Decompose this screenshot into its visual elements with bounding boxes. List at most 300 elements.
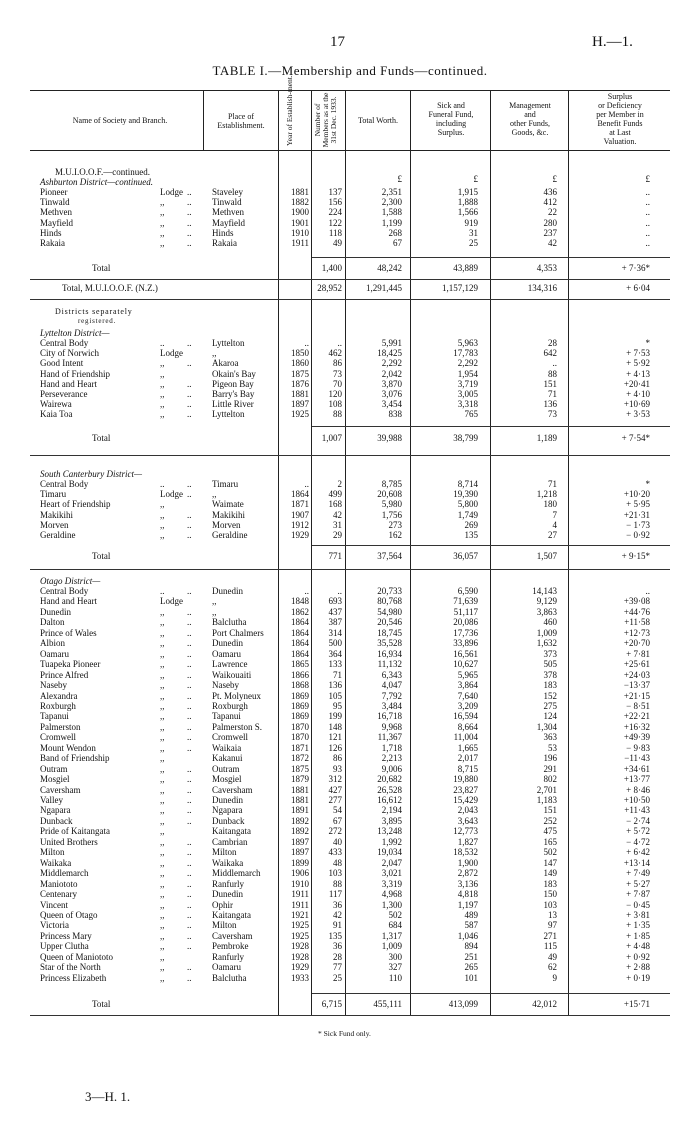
sick-fund-cell: 413,099 <box>448 999 478 1009</box>
col-divider <box>490 90 491 150</box>
surplus-cell: +44·76 <box>623 606 650 617</box>
total-label: Total <box>92 551 111 561</box>
surplus-cell: +20·41 <box>623 378 650 389</box>
surplus-cell: * <box>645 338 650 348</box>
lodge-marker: ,, <box>160 857 165 868</box>
year-cell: 1875 <box>291 368 309 379</box>
branch-name: Centenary <box>40 889 77 900</box>
branch-name: Hand and Heart <box>40 596 97 607</box>
table-row <box>0 338 700 348</box>
col-header-place: Place of Establishment. <box>217 112 265 130</box>
leader-dots: .. <box>187 519 192 530</box>
table-row <box>0 753 700 763</box>
lodge-marker: ,, <box>160 941 165 952</box>
leader-dots: .. <box>187 962 192 973</box>
place-cell: Ngapara <box>212 805 243 816</box>
sick-fund-cell: 1,046 <box>457 930 478 941</box>
management-cell: 291 <box>543 763 557 774</box>
leader-dots: .. <box>187 742 192 753</box>
year-cell: 1871 <box>291 742 309 753</box>
place-cell: Kaitangata <box>212 909 251 920</box>
sick-fund-cell: 71,639 <box>453 596 478 607</box>
currency-symbol: £ <box>397 174 402 184</box>
table-row <box>0 847 700 857</box>
lodge-marker: ,, <box>160 805 165 816</box>
place-cell: Staveley <box>212 187 243 197</box>
table-row <box>0 868 700 878</box>
members-cell: 70 <box>333 378 342 389</box>
year-cell: .. <box>304 479 309 489</box>
management-cell: 42,012 <box>532 999 557 1009</box>
lodge-marker: .. <box>160 586 165 596</box>
lodge-marker: ,, <box>160 962 165 973</box>
surplus-cell: + 2·88 <box>626 962 650 973</box>
year-cell: 1875 <box>291 763 309 774</box>
sick-fund-cell: 5,965 <box>457 669 478 680</box>
section-rule <box>30 455 670 456</box>
surplus-cell: +20·70 <box>623 638 650 649</box>
year-cell: 1899 <box>291 857 309 868</box>
branch-name: Alexandra <box>40 690 78 701</box>
lodge-marker: .. <box>160 338 165 348</box>
year-cell: 1901 <box>291 217 309 228</box>
year-cell: 1848 <box>291 596 309 607</box>
management-cell: 1,507 <box>536 551 557 561</box>
place-cell: Tinwald <box>212 197 242 208</box>
surplus-cell: − 1·73 <box>626 519 650 530</box>
management-cell: 9,129 <box>536 596 557 607</box>
members-cell: 272 <box>328 826 342 837</box>
members-cell: 42 <box>333 509 342 520</box>
surplus-cell: +22·21 <box>623 711 650 722</box>
total-rule <box>312 545 670 546</box>
lodge-marker: ,, <box>160 690 165 701</box>
surplus-cell: + 0·19 <box>626 972 650 983</box>
col-divider <box>278 90 279 150</box>
worth-cell: 3,484 <box>381 700 402 711</box>
currency-symbol: £ <box>552 174 557 184</box>
year-cell: 1892 <box>291 826 309 837</box>
branch-name: Hand and Heart <box>40 378 97 389</box>
lodge-marker: ,, <box>160 836 165 847</box>
worth-cell: 2,300 <box>381 197 402 208</box>
branch-name: Tuapeka Pioneer <box>40 659 101 670</box>
worth-cell: 3,895 <box>381 815 402 826</box>
col-header-name: Name of Society and Branch. <box>72 116 168 125</box>
surplus-cell: + 7·49 <box>626 868 650 879</box>
sick-fund-cell: 17,783 <box>453 348 478 359</box>
surplus-cell: +10·20 <box>623 489 650 500</box>
management-cell: 71 <box>548 389 557 399</box>
sick-fund-cell: 101 <box>464 972 478 983</box>
place-cell: Mayfield <box>212 217 245 228</box>
surplus-cell: +13·14 <box>623 857 650 868</box>
lodge-marker: ,, <box>160 795 165 805</box>
table-row <box>0 520 700 530</box>
surplus-cell: + 4·13 <box>626 368 650 379</box>
worth-cell: 3,021 <box>381 868 402 879</box>
leader-dots: .. <box>187 815 192 826</box>
surplus-cell: + 7·54* <box>621 433 650 443</box>
lodge-marker: .. <box>160 479 165 489</box>
sick-fund-cell: 31 <box>469 227 478 238</box>
table-row <box>0 348 700 358</box>
lodge-marker: ,, <box>160 972 165 983</box>
members-cell: 6,715 <box>321 999 342 1009</box>
surplus-cell: − 8·51 <box>626 700 650 711</box>
worth-cell: 1,199 <box>381 217 402 228</box>
branch-name: Kaia Toa <box>40 409 73 420</box>
col-header-members: Number of Members as at the 31st Dec. 1933. <box>313 92 338 148</box>
management-cell: 124 <box>543 711 557 722</box>
worth-cell: 3,870 <box>381 378 402 389</box>
lodge-marker: ,, <box>160 238 165 248</box>
page-number: 17 <box>330 34 345 50</box>
members-cell: 499 <box>328 489 342 500</box>
col-divider <box>203 90 204 150</box>
place-cell: Akaroa <box>212 358 239 369</box>
place-cell: Kakanui <box>212 753 243 764</box>
surplus-cell: −11·43 <box>624 753 650 764</box>
col-header-sick: Sick and Funeral Fund, including Surplus. <box>428 101 474 137</box>
place-cell: Oamaru <box>212 648 241 659</box>
branch-name: Naseby <box>40 680 67 691</box>
worth-cell: 7,792 <box>381 690 402 701</box>
members-cell: 36 <box>333 899 342 910</box>
surplus-cell: .. <box>645 187 650 197</box>
table-row <box>0 826 700 836</box>
year-cell: 1881 <box>291 389 309 399</box>
year-cell: 1862 <box>291 606 309 617</box>
year-cell: 1911 <box>291 238 309 248</box>
col-divider <box>410 90 411 150</box>
place-cell: Okain's Bay <box>212 368 256 379</box>
leader-dots: .. <box>187 227 192 238</box>
lodge-marker: ,, <box>160 389 165 399</box>
year-cell: 1870 <box>291 721 309 732</box>
sick-fund-cell: 11,004 <box>453 732 478 743</box>
worth-cell: 162 <box>388 530 402 540</box>
branch-name: Oamaru <box>40 648 69 659</box>
sick-fund-cell: 269 <box>464 519 478 530</box>
management-cell: 412 <box>543 197 557 208</box>
sick-fund-cell: 1,749 <box>457 509 478 520</box>
worth-cell: 1,718 <box>381 742 402 753</box>
table-row <box>0 732 700 742</box>
lodge-marker: ,, <box>160 774 165 785</box>
worth-cell: 4,047 <box>381 680 402 691</box>
members-cell: 88 <box>333 409 342 420</box>
sick-fund-cell: 5,963 <box>457 338 478 348</box>
year-cell: 1900 <box>291 207 309 218</box>
worth-cell: 1,756 <box>381 509 402 520</box>
table-title: TABLE I.—Membership and Funds—continued. <box>212 63 488 78</box>
total-label: Total <box>92 433 111 443</box>
year-cell: 1929 <box>291 962 309 973</box>
surplus-cell: − 4·72 <box>626 836 650 847</box>
worth-cell: 684 <box>388 920 402 931</box>
surplus-cell: + 5·27 <box>626 878 650 889</box>
leader-dots: .. <box>187 690 192 701</box>
branch-name: Heart of Friendship <box>40 499 111 510</box>
leader-dots: .. <box>187 680 192 691</box>
surplus-cell: .. <box>645 227 650 238</box>
sick-fund-cell: 3,864 <box>457 680 478 691</box>
table-row <box>0 530 700 540</box>
table-row <box>0 389 700 399</box>
management-cell: 378 <box>543 669 557 680</box>
worth-cell: 268 <box>388 227 402 238</box>
surplus-cell: +39·08 <box>623 596 650 607</box>
management-cell: 436 <box>543 187 557 197</box>
lodge-marker: ,, <box>160 378 165 389</box>
members-cell: 67 <box>333 815 342 826</box>
leader-dots: .. <box>187 409 192 420</box>
leader-dots: .. <box>187 920 192 931</box>
members-cell: 693 <box>328 596 342 607</box>
year-cell: .. <box>304 586 309 596</box>
table-row <box>0 952 700 962</box>
members-cell: 86 <box>333 753 342 764</box>
branch-name: Wairewa <box>40 399 72 410</box>
branch-name: United Brothers <box>40 836 98 847</box>
management-cell: 1,189 <box>536 433 557 443</box>
lodge-marker: ,, <box>160 530 165 540</box>
lodge-marker: ,, <box>160 409 165 420</box>
worth-cell: 327 <box>388 962 402 973</box>
table-header-rule <box>30 150 670 151</box>
currency-symbol: £ <box>645 174 650 184</box>
members-cell: 117 <box>328 889 342 900</box>
table-row <box>0 910 700 920</box>
leader-dots: .. <box>187 711 192 722</box>
leader-dots: .. <box>187 868 192 879</box>
sick-fund-cell: 1,900 <box>457 857 478 868</box>
surplus-cell: +16·32 <box>623 721 650 732</box>
surplus-cell: −13·37 <box>623 680 650 691</box>
leader-dots: .. <box>187 909 192 920</box>
sick-fund-cell: 3,719 <box>457 378 478 389</box>
surplus-cell: + 3·81 <box>626 909 650 920</box>
worth-cell: 455,111 <box>373 999 402 1009</box>
worth-cell: 5,980 <box>381 499 402 510</box>
management-cell: 4 <box>552 519 557 530</box>
place-cell: Methven <box>212 207 244 218</box>
management-cell: .. <box>552 358 557 369</box>
sick-fund-cell: 3,209 <box>457 700 478 711</box>
worth-cell: 11,132 <box>377 659 402 670</box>
branch-name: Tapanui <box>40 711 69 722</box>
branch-name: Roxburgh <box>40 700 76 711</box>
table-row <box>0 499 700 509</box>
table-row <box>0 670 700 680</box>
branch-name: Star of the North <box>40 962 101 973</box>
place-cell: ,, <box>212 596 217 607</box>
place-cell: Little River <box>212 399 254 410</box>
branch-name: Valley <box>40 795 63 805</box>
surplus-cell: .. <box>645 238 650 248</box>
sick-fund-cell: 1,954 <box>457 368 478 379</box>
surplus-cell: +11·43 <box>624 805 650 816</box>
footnote: * Sick Fund only. <box>318 1029 371 1038</box>
branch-name: Dalton <box>40 617 65 628</box>
leader-dots: .. <box>187 941 192 952</box>
table-row <box>0 816 700 826</box>
worth-cell: 2,213 <box>381 753 402 764</box>
leader-dots: .. <box>187 479 192 489</box>
lodge-marker: ,, <box>160 899 165 910</box>
management-cell: 502 <box>543 847 557 858</box>
surplus-cell: .. <box>645 217 650 228</box>
leader-dots: .. <box>187 732 192 743</box>
table-top-rule <box>30 90 670 91</box>
place-cell: Pt. Molyneux <box>212 690 262 701</box>
management-cell: 642 <box>543 348 557 359</box>
worth-cell: 2,042 <box>381 368 402 379</box>
sick-fund-cell: 8,714 <box>457 479 478 489</box>
place-cell: Waikaka <box>212 857 244 868</box>
place-cell: Waimate <box>212 499 244 510</box>
members-cell: 224 <box>328 207 342 218</box>
place-cell: Balclutha <box>212 972 247 983</box>
place-cell: Dunedin <box>212 638 243 649</box>
worth-cell: 20,682 <box>377 774 402 785</box>
year-cell: 1869 <box>291 690 309 701</box>
management-cell: 88 <box>548 368 557 379</box>
year-cell: 1897 <box>291 836 309 847</box>
members-cell: 135 <box>328 930 342 941</box>
sick-fund-cell: 5,800 <box>457 499 478 510</box>
members-cell: 500 <box>328 638 342 649</box>
table-row <box>0 795 700 805</box>
table-row <box>0 837 700 847</box>
worth-cell: 3,454 <box>381 399 402 410</box>
table-row <box>0 399 700 409</box>
section-rule <box>30 299 670 300</box>
district-heading: Ashburton District—continued. <box>40 177 153 187</box>
place-cell: Caversham <box>212 930 253 941</box>
place-cell: Balclutha <box>212 617 247 628</box>
branch-name: Upper Clutha <box>40 941 89 952</box>
worth-cell: 2,194 <box>381 805 402 816</box>
place-cell: Mosgiel <box>212 774 242 785</box>
management-cell: 14,143 <box>532 586 557 596</box>
sick-fund-cell: 19,880 <box>453 774 478 785</box>
col-header-worth: Total Worth. <box>358 116 398 125</box>
surplus-cell: .. <box>645 197 650 208</box>
worth-cell: 9,006 <box>381 763 402 774</box>
place-cell: Caversham <box>212 784 253 795</box>
sick-fund-cell: 6,590 <box>457 586 478 596</box>
table-row <box>0 238 700 248</box>
worth-cell: 273 <box>388 519 402 530</box>
management-cell: 150 <box>543 889 557 900</box>
leader-dots: .. <box>187 187 192 197</box>
members-cell: 2 <box>337 479 342 489</box>
table-row <box>0 805 700 815</box>
branch-name: Queen of Maniototo <box>40 951 113 962</box>
management-cell: 62 <box>548 962 557 973</box>
members-cell: 364 <box>328 648 342 659</box>
section-rule <box>30 279 670 280</box>
sick-fund-cell: 16,594 <box>453 711 478 722</box>
place-cell: Timaru <box>212 479 239 489</box>
management-cell: 460 <box>543 617 557 628</box>
table-row <box>0 409 700 419</box>
management-cell: 1,632 <box>536 638 557 649</box>
place-cell: Tapanui <box>212 711 241 722</box>
leader-dots: .. <box>187 847 192 858</box>
sick-fund-cell: 43,889 <box>453 263 478 273</box>
branch-name: Princess Mary <box>40 930 92 941</box>
year-cell: 1869 <box>291 711 309 722</box>
table-row <box>0 628 700 638</box>
management-cell: 4,353 <box>536 263 557 273</box>
surplus-cell: + 3·53 <box>626 409 650 420</box>
surplus-cell: + 7·53 <box>626 348 650 359</box>
management-cell: 2,701 <box>536 784 557 795</box>
surplus-cell: +25·61 <box>623 659 650 670</box>
sick-fund-cell: 16,561 <box>453 648 478 659</box>
worth-cell: 26,528 <box>377 784 402 795</box>
leader-dots: .. <box>187 784 192 795</box>
surplus-cell: + 7·81 <box>626 648 650 659</box>
table-row <box>0 207 700 217</box>
society-heading: M.U.I.O.O.F.—continued. <box>55 167 151 177</box>
district-heading: Otago District— <box>40 576 101 586</box>
sick-fund-cell: 23,827 <box>453 784 478 795</box>
management-cell: 134,316 <box>527 283 557 293</box>
management-cell: 275 <box>543 700 557 711</box>
management-cell: 28 <box>548 338 557 348</box>
table-row <box>0 369 700 379</box>
branch-name: Rakaia <box>40 238 65 248</box>
table-row <box>0 722 700 732</box>
lodge-marker: ,, <box>160 763 165 774</box>
sick-fund-cell: 1,157,129 <box>442 283 478 293</box>
table-row <box>0 889 700 899</box>
total-label: Total <box>92 263 111 273</box>
members-cell: .. <box>337 586 342 596</box>
management-cell: 252 <box>543 815 557 826</box>
table-row <box>0 510 700 520</box>
table-row <box>0 931 700 941</box>
surplus-cell: + 5·92 <box>626 358 650 369</box>
management-cell: 73 <box>548 409 557 420</box>
year-cell: 1879 <box>291 774 309 785</box>
surplus-cell: * <box>645 479 650 489</box>
lodge-marker: ,, <box>160 358 165 369</box>
lodge-marker: ,, <box>160 669 165 680</box>
leader-dots: .. <box>187 795 192 805</box>
members-cell: 73 <box>333 368 342 379</box>
lodge-marker: ,, <box>160 227 165 238</box>
year-cell: 1868 <box>291 680 309 691</box>
branch-name: Dunback <box>40 815 73 826</box>
surplus-cell: +34·61 <box>623 763 650 774</box>
year-cell: 1865 <box>291 659 309 670</box>
sick-fund-cell: 18,532 <box>453 847 478 858</box>
branch-name: Prince Alfred <box>40 669 89 680</box>
management-cell: 151 <box>543 378 557 389</box>
worth-cell: 1,588 <box>381 207 402 218</box>
place-cell: Kaitangata <box>212 826 251 837</box>
surplus-cell: +11·58 <box>624 617 650 628</box>
leader-dots: .. <box>187 338 192 348</box>
table-row <box>0 187 700 197</box>
management-cell: 136 <box>543 399 557 410</box>
worth-cell: 54,980 <box>377 606 402 617</box>
